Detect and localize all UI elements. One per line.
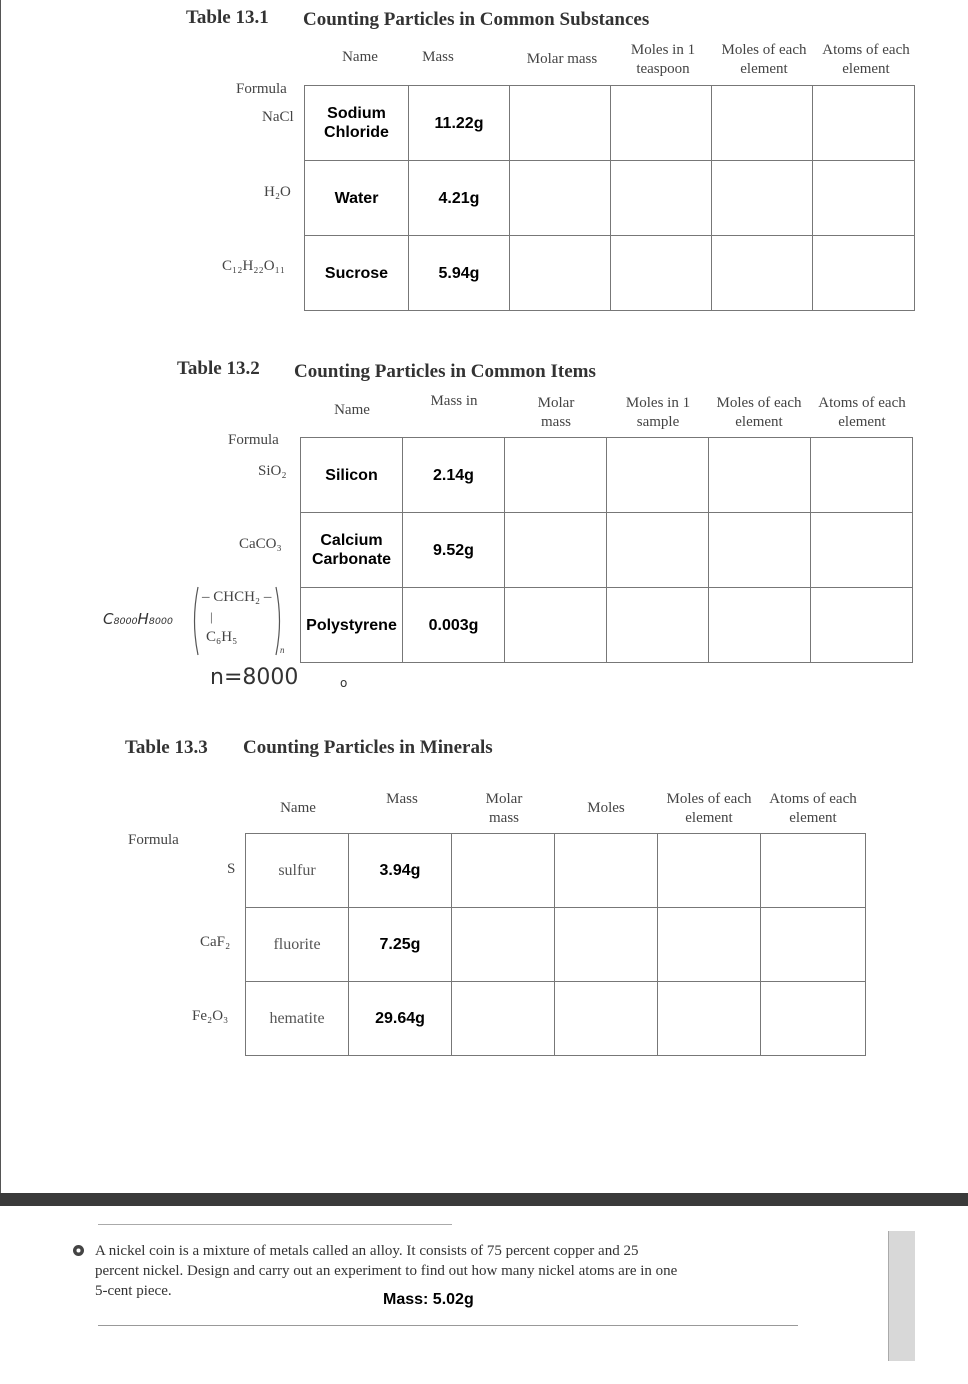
table-row bbox=[246, 908, 866, 982]
polystyrene-backbone: – CHCH₂ – bbox=[202, 589, 272, 605]
table1-moles-element-cell[interactable] bbox=[712, 86, 813, 161]
table3-moles-cell[interactable] bbox=[555, 834, 658, 908]
table3-mass-cell: 3.94g bbox=[349, 834, 452, 908]
bullet-icon bbox=[72, 1244, 85, 1257]
table2-mass-cell: 0.003g bbox=[403, 588, 505, 663]
table3-molar-mass-cell[interactable] bbox=[452, 908, 555, 982]
table-row bbox=[246, 982, 866, 1056]
table1-moles-element-cell[interactable] bbox=[712, 161, 813, 236]
table2-mass-cell: 2.14g bbox=[403, 438, 505, 513]
table2-header-atoms-element: Atoms of each element bbox=[818, 395, 906, 430]
polystyrene-n: n bbox=[280, 645, 285, 655]
table3-atoms-element-cell[interactable] bbox=[761, 982, 866, 1056]
section-divider bbox=[0, 1193, 968, 1206]
table3-name-cell: sulfur bbox=[246, 834, 349, 908]
table3-moles-element-cell[interactable] bbox=[658, 908, 761, 982]
table2-name-cell: Polystyrene bbox=[301, 588, 403, 663]
table1-mass-cell: 5.94g bbox=[409, 236, 510, 311]
table3-mass-cell: 29.64g bbox=[349, 982, 452, 1056]
table1-atoms-element-cell[interactable] bbox=[813, 86, 915, 161]
table2-title: Counting Particles in Common Items bbox=[294, 361, 596, 382]
table1-header-mass: Mass bbox=[422, 49, 454, 65]
table3-moles-cell[interactable] bbox=[555, 982, 658, 1056]
table2-header-name: Name bbox=[334, 402, 370, 418]
rule-line-bottom bbox=[98, 1325, 798, 1326]
table-row bbox=[246, 834, 866, 908]
table2-header-mass: Mass in bbox=[430, 393, 478, 409]
table2-atoms-element-cell[interactable] bbox=[811, 438, 913, 513]
table2-name-cell: Calcium Carbonate bbox=[301, 513, 403, 588]
table2-formula-caco3: CaCO₃ bbox=[239, 536, 282, 552]
table2-mass-cell: 9.52g bbox=[403, 513, 505, 588]
table3-number: Table 13.3 bbox=[125, 737, 208, 758]
handwritten-mark: o bbox=[340, 676, 348, 690]
table1-molar-mass-cell[interactable] bbox=[510, 161, 611, 236]
table3-atoms-element-cell[interactable] bbox=[761, 908, 866, 982]
table1-atoms-element-cell[interactable] bbox=[813, 236, 915, 311]
table1-name-cell: Sucrose bbox=[305, 236, 409, 311]
table1-header-name: Name bbox=[342, 49, 378, 65]
table3-mass-cell: 7.25g bbox=[349, 908, 452, 982]
table-row bbox=[301, 588, 913, 663]
table2-number: Table 13.2 bbox=[177, 358, 260, 379]
table2-moles-cell[interactable] bbox=[607, 513, 709, 588]
table-row bbox=[301, 438, 913, 513]
table1-number: Table 13.1 bbox=[186, 7, 269, 28]
table3-header-molar-mass: Molar mass bbox=[485, 791, 523, 826]
table2-formula-sio2: SiO₂ bbox=[258, 463, 287, 479]
table3-moles-cell[interactable] bbox=[555, 908, 658, 982]
table3-name-cell: fluorite bbox=[246, 908, 349, 982]
table1-atoms-element-cell[interactable] bbox=[813, 161, 915, 236]
table3-moles-element-cell[interactable] bbox=[658, 982, 761, 1056]
polystyrene-side-group: C₆H₅ bbox=[206, 629, 238, 645]
table2-molar-mass-cell[interactable] bbox=[505, 513, 607, 588]
handwritten-formula: C₈₀₀₀H₈₀₀₀ bbox=[103, 610, 173, 628]
polystyrene-structure bbox=[190, 585, 290, 657]
table3-atoms-element-cell[interactable] bbox=[761, 834, 866, 908]
table-row bbox=[305, 161, 915, 236]
table3-moles-element-cell[interactable] bbox=[658, 834, 761, 908]
table2-header-moles: Moles in 1 sample bbox=[625, 395, 691, 430]
page-edge bbox=[0, 0, 1, 1193]
table1-formula-sucrose: C₁₂H₂₂O₁₁ bbox=[222, 258, 286, 274]
table2-name-cell: Silicon bbox=[301, 438, 403, 513]
table1-name-cell: Sodium Chloride bbox=[305, 86, 409, 161]
table3-formula-fe2o3: Fe₂O₃ bbox=[192, 1008, 229, 1024]
mass-note: Mass: 5.02g bbox=[383, 1291, 474, 1308]
table1-mass-cell: 4.21g bbox=[409, 161, 510, 236]
table3-header-moles: Moles bbox=[587, 800, 625, 816]
question-text: A nickel coin is a mixture of metals called an alloy. It consists of 75 percent copper and 25 percent nickel. Design and carry out an experiment to find out how many nickel atoms are in one 5-cent piece. bbox=[95, 1243, 678, 1299]
table1-header-molar-mass: Molar mass bbox=[526, 51, 598, 67]
rule-line-top bbox=[98, 1224, 452, 1225]
polystyrene-bond: | bbox=[210, 609, 213, 624]
table1-formula-nacl: NaCl bbox=[262, 109, 294, 125]
table2-moles-cell[interactable] bbox=[607, 588, 709, 663]
table3-grid bbox=[245, 833, 866, 1056]
table2-moles-element-cell[interactable] bbox=[709, 588, 811, 663]
table2-atoms-element-cell[interactable] bbox=[811, 588, 913, 663]
table3-title: Counting Particles in Minerals bbox=[243, 737, 493, 758]
table-row bbox=[305, 86, 915, 161]
table2-moles-element-cell[interactable] bbox=[709, 513, 811, 588]
table1-moles-cell[interactable] bbox=[611, 161, 712, 236]
table3-header-name: Name bbox=[280, 800, 316, 816]
table3-molar-mass-cell[interactable] bbox=[452, 982, 555, 1056]
table2-formula-label: Formula bbox=[228, 432, 279, 448]
table1-moles-cell[interactable] bbox=[611, 86, 712, 161]
page-strip bbox=[888, 1231, 915, 1361]
table3-formula-s: S bbox=[227, 861, 236, 877]
table1-header-moles-element: Moles of each element bbox=[721, 42, 807, 77]
table3-formula-label: Formula bbox=[128, 832, 179, 848]
table2-molar-mass-cell[interactable] bbox=[505, 438, 607, 513]
table1-formula-water: H₂O bbox=[264, 184, 291, 200]
table1-formula-label: Formula bbox=[236, 81, 287, 97]
table1-header-atoms-element: Atoms of each element bbox=[822, 42, 910, 77]
table2-header-moles-element: Moles of each element bbox=[716, 395, 802, 430]
table2-moles-element-cell[interactable] bbox=[709, 438, 811, 513]
table3-name-cell: hematite bbox=[246, 982, 349, 1056]
table1-molar-mass-cell[interactable] bbox=[510, 86, 611, 161]
table1-moles-element-cell[interactable] bbox=[712, 236, 813, 311]
table1-mass-cell: 11.22g bbox=[409, 86, 510, 161]
table2-grid bbox=[300, 437, 913, 663]
table2-header-molar-mass: Molar mass bbox=[537, 395, 575, 430]
table1-molar-mass-cell[interactable] bbox=[510, 236, 611, 311]
table3-header-moles-element: Moles of each element bbox=[666, 791, 752, 826]
table2-molar-mass-cell[interactable] bbox=[505, 588, 607, 663]
table2-moles-cell[interactable] bbox=[607, 438, 709, 513]
table1-title: Counting Particles in Common Substances bbox=[303, 9, 650, 30]
table-row bbox=[305, 236, 915, 311]
table1-name-cell: Water bbox=[305, 161, 409, 236]
table1-grid bbox=[304, 85, 915, 311]
handwritten-n: n=8000 bbox=[210, 665, 299, 690]
table3-header-mass: Mass bbox=[386, 791, 418, 807]
table3-header-atoms-element: Atoms of each element bbox=[769, 791, 857, 826]
table-row bbox=[301, 513, 913, 588]
table3-formula-caf2: CaF₂ bbox=[200, 934, 231, 950]
table1-moles-cell[interactable] bbox=[611, 236, 712, 311]
table1-header-moles: Moles in 1 teaspoon bbox=[630, 42, 696, 77]
table2-atoms-element-cell[interactable] bbox=[811, 513, 913, 588]
table3-molar-mass-cell[interactable] bbox=[452, 834, 555, 908]
